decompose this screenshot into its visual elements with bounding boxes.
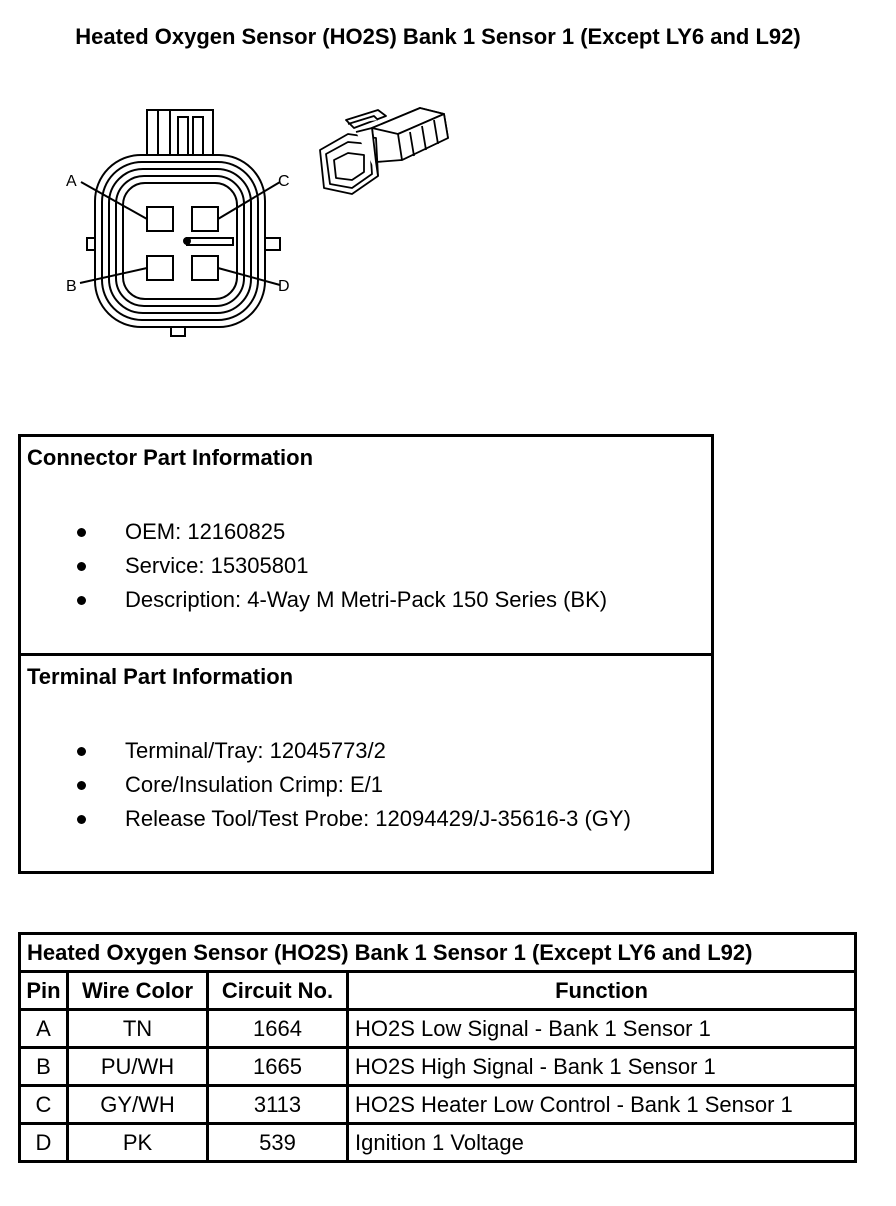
terminal-info-list	[21, 734, 631, 836]
table-row: C GY/WH 3113 HO2S Heater Low Control - Bank 1 Sensor 1	[20, 1086, 856, 1124]
table-header-row	[20, 972, 856, 1010]
table-row: A TN 1664 HO2S Low Signal - Bank 1 Sensor 1	[20, 1010, 856, 1048]
list-item: Service: 15305801	[21, 549, 607, 583]
list-item: Terminal/Tray: 12045773/2	[21, 734, 631, 768]
terminal-info-title: Terminal Part Information	[27, 664, 294, 689]
key-slot	[187, 238, 233, 245]
bullet-icon	[77, 815, 86, 824]
pin-label-d: D	[278, 278, 290, 295]
column-header-pin: Pin	[20, 972, 68, 1010]
list-item: Core/Insulation Crimp: E/1	[21, 768, 631, 802]
table-row: D PK 539 Ignition 1 Voltage	[20, 1124, 856, 1162]
bullet-icon	[77, 747, 86, 756]
column-header-wire-color: Wire Color	[68, 972, 208, 1010]
bullet-icon	[77, 562, 86, 571]
list-item: Description: 4-Way M Metri-Pack 150 Series (BK)	[21, 583, 607, 617]
connector-shell	[95, 155, 265, 327]
column-header-circuit-no: Circuit No.	[208, 972, 348, 1010]
bullet-icon	[77, 596, 86, 605]
pin-label-c: C	[278, 173, 290, 190]
bullet-icon	[77, 781, 86, 790]
connector-part-information	[21, 437, 711, 656]
list-item: Release Tool/Test Probe: 12094429/J-35616-3 (GY)	[21, 802, 631, 836]
connector-face-diagram	[50, 95, 300, 345]
part-information-box	[18, 434, 714, 874]
pinout-table-title: Heated Oxygen Sensor (HO2S) Bank 1 Sensor 1 (Except LY6 and L92)	[20, 934, 856, 972]
connector-info-list	[21, 515, 607, 617]
pinout-table	[18, 932, 857, 1163]
page-title: Heated Oxygen Sensor (HO2S) Bank 1 Sensor 1 (Except LY6 and L92)	[75, 24, 801, 49]
column-header-function: Function	[348, 972, 856, 1010]
connector-isometric-icon	[312, 98, 452, 208]
table-row: B PU/WH 1665 HO2S High Signal - Bank 1 Sensor 1	[20, 1048, 856, 1086]
connector-info-title: Connector Part Information	[27, 445, 314, 470]
bullet-icon	[77, 528, 86, 537]
list-item: OEM: 12160825	[21, 515, 607, 549]
pin-label-b: B	[66, 278, 77, 295]
terminal-part-information	[21, 656, 711, 872]
pin-label-a: A	[66, 173, 77, 190]
